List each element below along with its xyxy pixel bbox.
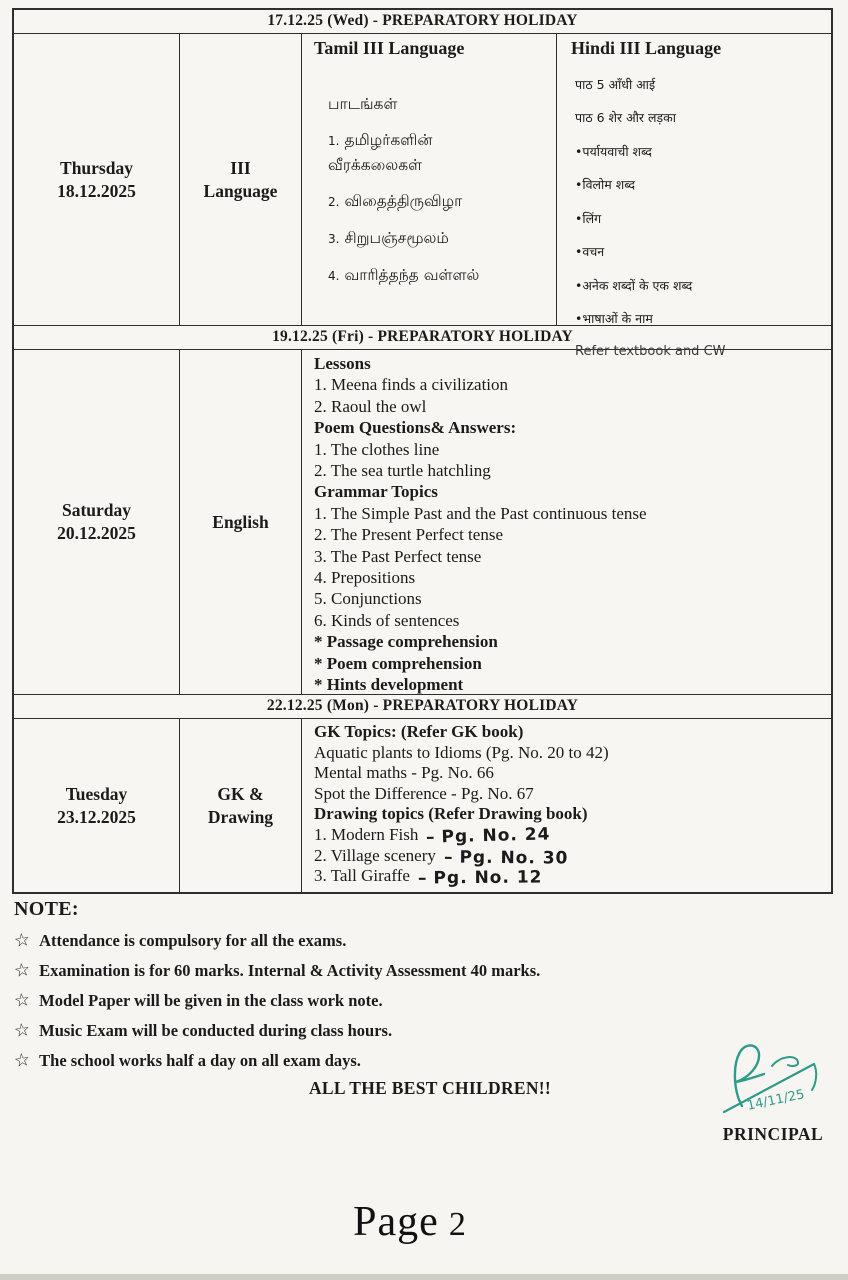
hindi-refer-note: Refer textbook and CW [575, 344, 726, 359]
tamil-portion-cell [302, 34, 557, 325]
holiday-header-fri: 19.12.25 (Fri) - PREPARATORY HOLIDAY [14, 326, 831, 350]
hindi-topic-item: •पर्यायवाची शब्द [575, 143, 652, 159]
tamil-lesson-item: 2. விதைத்திருவிழா [328, 192, 463, 210]
star-icon: ☆ [12, 928, 32, 952]
hindi-topic-item: •भाषाओं के नाम [575, 311, 653, 326]
table-row-gk-drawing [14, 719, 831, 892]
handwritten-page-ref: – Pg. No. 30 [443, 847, 569, 869]
day-cell-thursday [14, 34, 180, 325]
hindi-topics [571, 59, 823, 359]
note-item: ☆ Music Exam will be conducted during class hours. [12, 1018, 393, 1042]
english-content-line: 1. Meena finds a civilization [314, 375, 509, 395]
page-number: Page 2 [353, 1199, 467, 1245]
subject-cell-third-language [180, 34, 302, 325]
table-row-english [14, 350, 831, 695]
principal-label: PRINCIPAL [722, 1124, 824, 1144]
day-name: Tuesday [65, 783, 128, 804]
hindi-topic-item: •अनेक शब्दों के एक शब्द [575, 277, 693, 293]
scan-edge [0, 1274, 848, 1280]
english-content-line: 2. The sea turtle hatchling [314, 461, 491, 481]
english-content-line: Lessons [314, 354, 371, 373]
note-item: ☆ The school works half a day on all exam days. [12, 1048, 361, 1072]
drawing-topic-line: 3. Tall Giraffe – Pg. No. 12 [314, 866, 543, 889]
subject-cell-english [180, 350, 302, 694]
handwritten-page-ref: – Pg. No. 12 [417, 867, 543, 889]
gk-content-line: Aquatic plants to Idioms (Pg. No. 20 to 42) [314, 742, 609, 762]
english-content-line: 3. The Past Perfect tense [314, 546, 482, 566]
gk-content-line: GK Topics: (Refer GK book) [314, 722, 524, 741]
exam-schedule-table [12, 8, 833, 894]
note-heading: NOTE: [14, 898, 79, 920]
day-cell-saturday [14, 350, 180, 694]
gk-drawing-syllabus-cell [302, 719, 831, 892]
english-content-line: 2. Raoul the owl [314, 396, 427, 416]
gk-content-line: Drawing topics (Refer Drawing book) [314, 804, 588, 824]
day-name: Saturday [61, 500, 132, 520]
day-date: 18.12.2025 [57, 180, 136, 201]
day-date: 23.12.2025 [57, 806, 136, 827]
subject-line: English [212, 511, 269, 532]
english-content-line: 2. The Present Perfect tense [314, 525, 503, 545]
subject-line: III [230, 157, 251, 178]
english-content-line: 1. The Simple Past and the Past continuous tense [314, 503, 647, 523]
english-content-line: 4. Prepositions [314, 568, 416, 588]
day-name: Thursday [60, 157, 133, 178]
drawing-topic-line: 2. Village scenery – Pg. No. 30 [314, 845, 569, 869]
gk-content-line: Spot the Difference - Pg. No. 67 [314, 783, 534, 803]
hindi-topic-item: •वचन [575, 244, 605, 259]
holiday-header-mon: 22.12.25 (Mon) - PREPARATORY HOLIDAY [14, 695, 831, 719]
star-icon: ☆ [12, 958, 32, 982]
best-wishes-message: ALL THE BEST CHILDREN!! [308, 1078, 552, 1098]
tamil-lessons-heading: பாடங்கள் [328, 95, 398, 113]
hindi-topic-item: •विलोम शब्द [575, 177, 636, 192]
english-content-line: 5. Conjunctions [314, 589, 422, 609]
gk-content-line: Mental maths - Pg. No. 66 [314, 763, 494, 783]
note-item: ☆ Model Paper will be given in the class work note. [12, 988, 383, 1012]
tamil-lesson-item: 1. தமிழர்களின் [328, 131, 433, 149]
english-content-line: Poem Questions& Answers: [314, 418, 517, 438]
english-content-line: * Poem comprehension [314, 653, 482, 673]
note-item: ☆ Attendance is compulsory for all the exams. [12, 928, 347, 952]
hindi-title: Hindi III Language [571, 38, 722, 58]
star-icon: ☆ [12, 988, 32, 1012]
subject-cell-gk-drawing [180, 719, 302, 892]
signature-date: 14/11/25 [745, 1087, 806, 1114]
subject-line: Language [203, 180, 278, 201]
tamil-lesson-item-continuation: வீரக்கலைகள் [328, 156, 423, 174]
principal-signature-block [708, 1040, 838, 1145]
drawing-topic-line: 1. Modern Fish – Pg. No. 24 [314, 824, 552, 848]
english-content-line: * Passage comprehension [314, 632, 498, 652]
subject-line: GK & [217, 783, 264, 804]
tamil-lesson-item: 4. வாரித்தந்த வள்ளல் [328, 266, 480, 284]
english-content-line: 6. Kinds of sentences [314, 610, 460, 630]
principal-signature-icon [714, 1040, 832, 1122]
hindi-topic-item: •लिंग [575, 210, 602, 226]
hindi-portion-cell [557, 34, 831, 359]
note-item: ☆ Examination is for 60 marks. Internal & Activity Assessment 40 marks. [12, 958, 541, 982]
star-icon: ☆ [12, 1048, 32, 1072]
hindi-topic-item: पाठ 5 आँधी आई [575, 76, 656, 92]
star-icon: ☆ [12, 1018, 32, 1042]
english-syllabus-cell [302, 350, 831, 694]
tamil-title: Tamil III Language [314, 38, 465, 58]
hindi-topic-item: पाठ 6 शेर और लड़का [575, 110, 676, 125]
day-date: 20.12.2025 [57, 523, 136, 543]
tamil-lessons [314, 95, 546, 287]
day-cell-tuesday [14, 719, 180, 892]
english-content-line: Grammar Topics [314, 482, 438, 502]
holiday-header-wed: 17.12.25 (Wed) - PREPARATORY HOLIDAY [14, 10, 831, 34]
english-content-line: * Hints development [314, 675, 464, 695]
handwritten-page-ref: – Pg. No. 24 [426, 824, 552, 848]
subject-line: Drawing [207, 806, 274, 827]
tamil-lesson-item: 3. சிறுபஞ்சமூலம் [328, 229, 449, 247]
english-content-line: 1. The clothes line [314, 439, 440, 459]
